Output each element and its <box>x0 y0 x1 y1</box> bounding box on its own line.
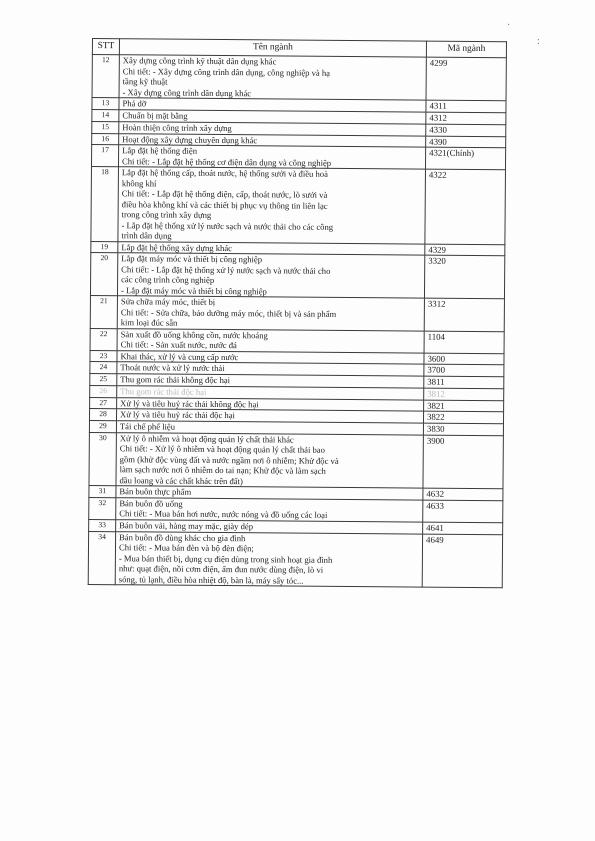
business-line-code: 3700 <box>424 365 504 377</box>
business-line-name <box>118 167 426 244</box>
line-detail: trình dân dụng <box>121 230 172 241</box>
business-lines-table <box>88 38 507 588</box>
row-number: 13 <box>92 98 119 110</box>
business-line-code: 3312 <box>424 298 504 331</box>
line-title: Hoàn thiện công trình xây dựng <box>122 122 232 133</box>
table-row <box>92 55 506 101</box>
business-line-code: 3812 <box>424 388 504 400</box>
line-detail: Chi tiết: - Sản xuất nước, nước đá <box>120 339 237 351</box>
line-title: Lắp đặt hệ thống cấp, thoát nước, hệ thống sưởi và điều hoà <box>121 167 328 180</box>
line-title: Hoạt động xây dựng chuyên dụng khác <box>122 133 258 145</box>
line-title: Thoát nước và xử lý nước thải <box>120 362 225 374</box>
table-body <box>88 55 506 588</box>
row-number: 20 <box>90 253 117 296</box>
table-row <box>89 497 503 522</box>
scan-speck-mark: : <box>537 36 540 47</box>
table-row <box>89 432 503 489</box>
line-title: Bán buôn đồ uống <box>119 498 183 509</box>
line-detail: trong công trình xây dựng <box>121 209 212 221</box>
business-line-code: 4322 <box>425 169 506 244</box>
line-detail: - Lắp đặt máy móc và thiết bị công nghiệp <box>120 285 267 297</box>
line-detail: gồm (khử độc vùng đất và nước ngầm nơi ô nhiễm; Khử độc và <box>119 453 339 466</box>
line-detail: điều hòa không khí và các thiết bị phục vụ thông tin liên lạc <box>121 198 328 211</box>
business-line-code: 4633 <box>423 500 503 523</box>
row-number: 18 <box>91 167 119 242</box>
line-title: Thu gom rác thải không độc hại <box>120 374 231 386</box>
row-number: 14 <box>92 110 119 122</box>
business-line-name <box>118 145 425 169</box>
row-number: 33 <box>89 519 116 531</box>
line-detail: - Xây dựng công trình dân dụng khác <box>122 87 252 99</box>
line-title: Phá dỡ <box>122 98 147 109</box>
row-number: 24 <box>90 362 117 374</box>
line-title: Sửa chữa máy móc, thiết bị <box>120 296 216 308</box>
line-detail: Chi tiết: - Sửa chữa, bảo dưỡng máy móc, thiết bị và sản phẩm <box>120 307 337 319</box>
table-row <box>90 296 504 332</box>
row-number: 25 <box>90 374 117 386</box>
line-detail: Chi tiết: - Lắp đặt hệ thống điện, cấp, thoát nước, lò sưởi và <box>121 188 328 201</box>
table-row <box>90 253 504 299</box>
line-title: Xử lý và tiêu huỷ rác thải không độc hại <box>120 397 259 409</box>
line-title: Bán buôn thực phẩm <box>119 486 192 497</box>
line-detail: không khí <box>121 177 157 189</box>
business-line-code: 3821 <box>424 400 504 412</box>
row-number: 30 <box>89 432 116 486</box>
row-number: 22 <box>90 328 117 350</box>
row-number: 16 <box>92 133 119 145</box>
business-line-code: 3830 <box>423 423 503 435</box>
line-detail: Chi tiết: - Lắp đặt hệ thống cơ điện dân dụng và công nghiệp <box>121 156 332 168</box>
name-header: Tên ngành <box>119 39 426 58</box>
business-line-code: 4390 <box>426 136 506 148</box>
business-line-name <box>117 296 424 331</box>
business-line-code: 3811 <box>424 376 504 388</box>
line-detail: dầu loang và các chất khác trên đất) <box>119 474 243 486</box>
line-detail: Chi tiết: - Lắp đặt hệ thống xử lý nước sạch và nước thải cho <box>121 264 331 276</box>
business-line-name <box>117 328 424 352</box>
line-title: Xử lý ô nhiễm và hoạt động quản lý chất thải khác <box>119 432 294 445</box>
line-title: Xử lý và tiêu huỷ rác thải độc hại <box>120 409 236 421</box>
business-line-code: 3320 <box>424 255 504 299</box>
business-line-code: 4312 <box>426 112 506 124</box>
row-number: 21 <box>90 296 117 329</box>
row-number: 28 <box>89 409 116 421</box>
line-detail: như: quạt điện, nồi cơm điện, ấm đun nước dùng điện, lò vi <box>118 563 324 575</box>
scan-speck-mark: · <box>507 20 511 31</box>
row-number: 31 <box>89 486 116 498</box>
line-detail: - Mua bán thiết bị, dụng cụ điện dùng trong sinh hoạt gia đình <box>118 552 333 565</box>
line-title: Lắp đặt máy móc và thiết bị công nghiệp <box>121 253 263 265</box>
line-title: Xây dựng công trình kỹ thuật dân dụng khác <box>122 55 277 67</box>
line-detail: Chi tiết: - Xây dựng công trình dân dụng, công nghiệp và hạ <box>122 66 331 78</box>
line-detail: Chi tiết: - Mua bán hơi nước, nước nóng và đồ uống các loại <box>119 508 328 521</box>
row-number: 12 <box>92 55 119 98</box>
business-line-code: 4641 <box>423 522 503 534</box>
row-number: 34 <box>88 531 115 585</box>
business-line-name <box>117 253 424 298</box>
line-detail: các công trình công nghiệp <box>121 274 215 286</box>
line-title: Lắp đặt hệ thống điện <box>122 145 198 157</box>
business-line-code: 4311 <box>426 101 506 113</box>
business-line-code: 4329 <box>425 244 505 256</box>
business-line-name <box>119 55 426 100</box>
row-number: 23 <box>90 350 117 362</box>
table-row <box>90 328 504 353</box>
business-line-code: 4299 <box>426 58 506 102</box>
stt-header: STT <box>92 39 119 56</box>
business-line-code: 4321(Chính) <box>425 147 505 170</box>
line-detail: tầng kỹ thuật <box>122 76 168 88</box>
line-title: Bán buôn đồ dùng khác cho gia đình <box>119 531 246 543</box>
line-detail: làm sạch nước nơi ô nhiễm do tai nạn; Khử độc và làm sạch <box>119 464 326 477</box>
business-line-code: 4632 <box>423 488 503 500</box>
row-number: 26 <box>90 385 117 397</box>
business-line-name <box>115 531 422 587</box>
business-line-code: 1104 <box>424 331 504 354</box>
row-number: 15 <box>92 121 119 133</box>
line-detail: Chi tiết: - Mua bán đèn và bộ đèn điện; <box>118 542 254 554</box>
business-line-code: 4649 <box>422 534 502 588</box>
row-number: 27 <box>90 397 117 409</box>
line-title: Chuẩn bị mặt bằng <box>122 110 188 121</box>
table-row <box>88 531 502 588</box>
row-number: 32 <box>89 497 116 519</box>
business-line-code: 3822 <box>423 411 503 423</box>
row-number: 29 <box>89 421 116 433</box>
line-title: Khai thác, xử lý và cung cấp nước <box>120 350 239 362</box>
line-detail: kim loại đúc sẵn <box>120 317 178 328</box>
business-line-code: 3900 <box>423 435 503 489</box>
code-header: Mã ngành <box>426 41 506 58</box>
business-line-name <box>116 432 423 488</box>
business-line-name <box>116 498 423 522</box>
line-title: Tái chế phế liệu <box>119 421 176 432</box>
line-detail: - Lắp đặt hệ thống xử lý nước sạch và nước thải cho các công <box>121 219 334 232</box>
row-number: 19 <box>91 241 118 253</box>
table-row <box>91 145 505 170</box>
row-number: 17 <box>91 145 118 167</box>
line-title: Lắp đặt hệ thống xây dựng khác <box>121 241 233 253</box>
line-title: Thu gom rác thải độc hại <box>120 386 207 397</box>
business-line-code: 4330 <box>426 124 506 136</box>
line-detail: Chi tiết: - Xử lý ô nhiễm và hoạt động quản lý chất thải bao <box>119 443 325 456</box>
business-line-code: 3600 <box>424 353 504 365</box>
table-row <box>91 167 506 245</box>
line-title: Bán buôn vải, hàng may mặc, giày dép <box>119 520 254 532</box>
line-title: Sản xuất đồ uống không cồn, nước khoáng <box>120 328 268 341</box>
line-detail: sóng, tủ lạnh, điều hòa nhiệt độ, bàn là, máy sấy tóc... <box>118 573 304 586</box>
